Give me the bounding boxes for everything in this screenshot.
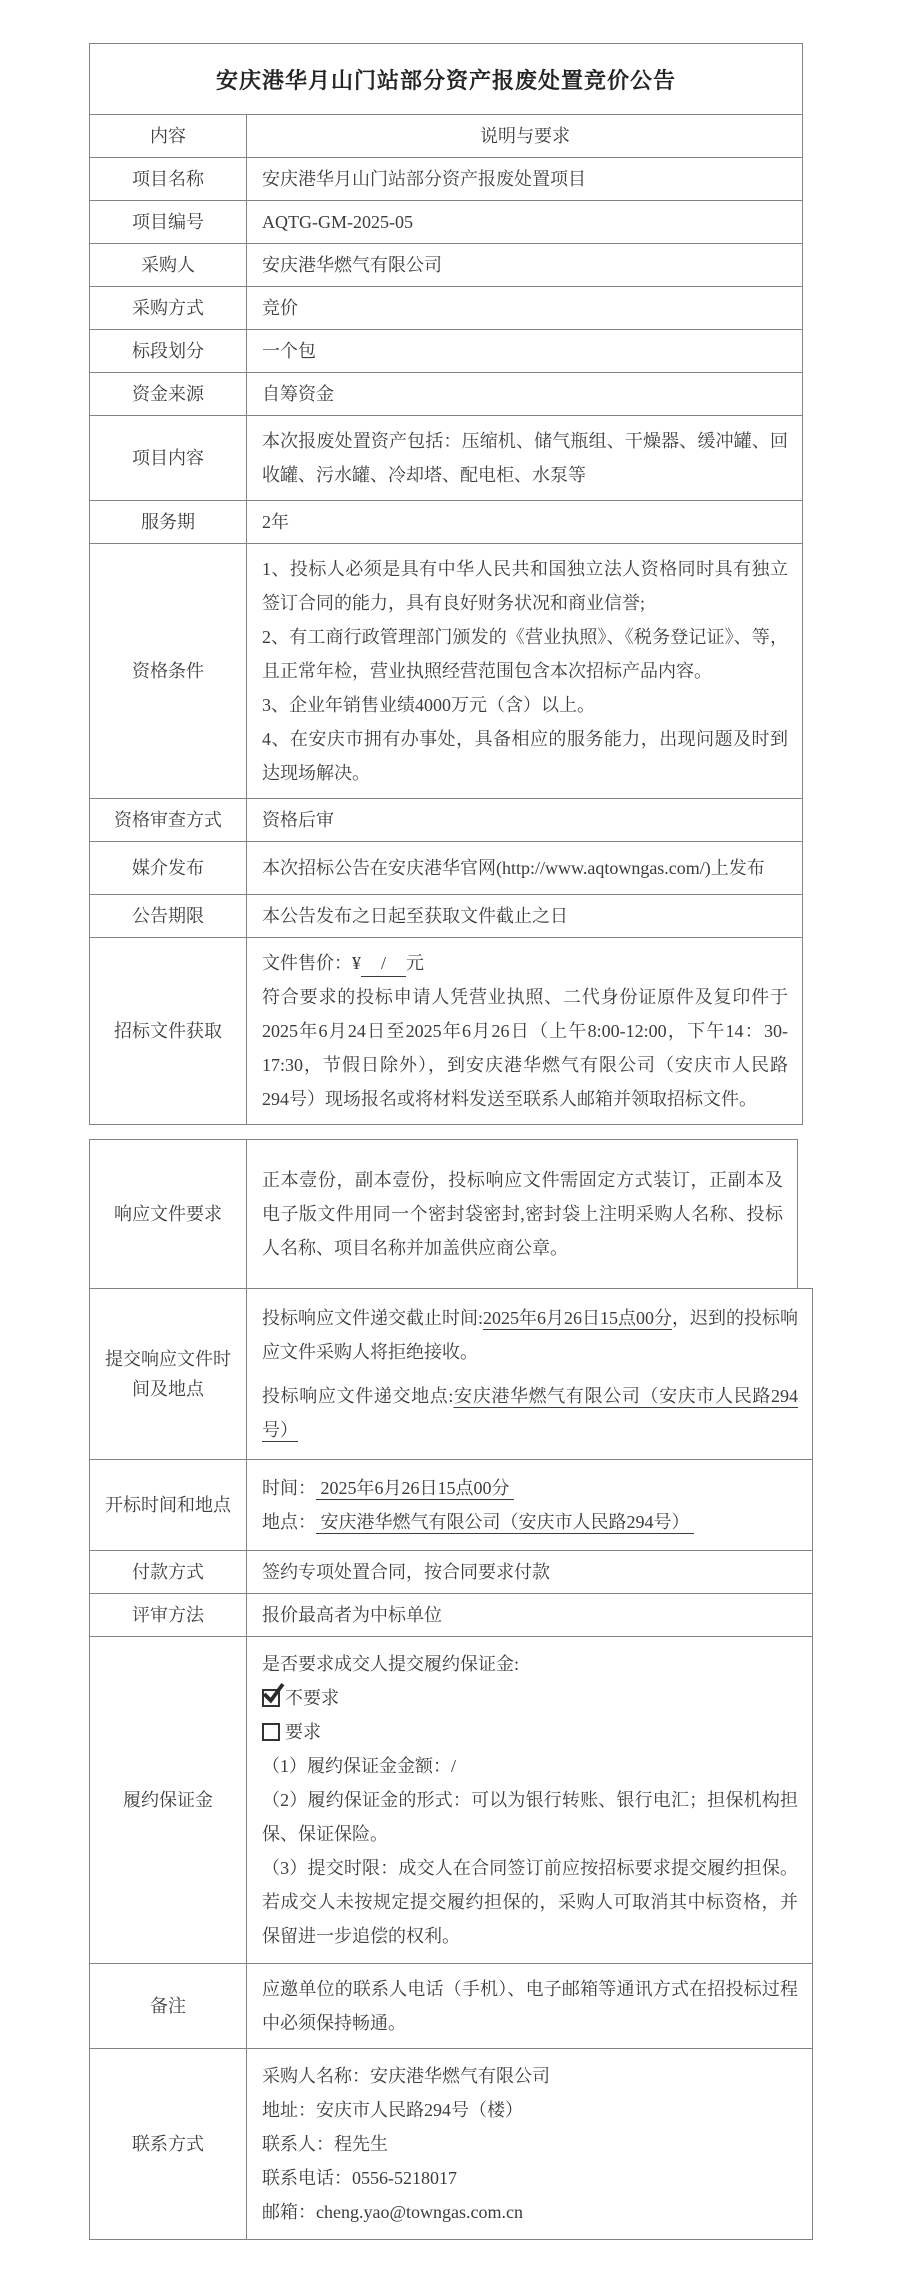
evaluation-label: 评审方法 xyxy=(90,1594,247,1636)
lot-division-label: 标段划分 xyxy=(90,330,247,372)
qualification-review-value xyxy=(247,799,802,841)
contact-person-line: 联系人：程先生 xyxy=(262,2134,388,2154)
row-announcement-period xyxy=(90,895,802,938)
bid-opening-time-line xyxy=(262,1471,798,1505)
qualification-value xyxy=(247,544,802,798)
row-procurement-method xyxy=(90,287,802,330)
row-project-content xyxy=(90,416,802,501)
media-release-text: 本次招标公告在安庆港华官网(http://www.aqtowngas.com/)上发布 xyxy=(262,858,765,878)
submission-deadline-prefix: 投标响应文件递交截止时间: xyxy=(262,1308,483,1328)
bond-option-required xyxy=(262,1715,798,1749)
submission-deadline-date: 2025年6月26日15点00分 xyxy=(483,1308,672,1328)
title-row xyxy=(90,44,802,115)
purchaser-value xyxy=(247,244,802,286)
service-period-value xyxy=(247,501,802,543)
qualification-item-4: 4、在安庆市拥有办事处，具备相应的服务能力，出现问题及时到达现场解决。 xyxy=(262,729,788,783)
row-doc-acquisition xyxy=(90,938,802,1124)
bid-opening-label: 开标时间和地点 xyxy=(90,1460,247,1550)
qualification-review-text: 资格后审 xyxy=(262,810,334,830)
doc-price-blank xyxy=(361,950,406,977)
contact-purchaser-line: 采购人名称：安庆港华燃气有限公司 xyxy=(262,2066,550,2086)
row-lot-division xyxy=(90,330,802,373)
doc-price-prefix: 文件售价：¥ xyxy=(262,953,361,973)
payment-value xyxy=(247,1551,812,1593)
procurement-method-text: 竞价 xyxy=(262,298,298,318)
purchaser-text: 安庆港华燃气有限公司 xyxy=(262,255,442,275)
contact-label: 联系方式 xyxy=(90,2049,247,2239)
doc-price-suffix: 元 xyxy=(406,953,425,973)
qualification-item-3: 3、企业年销售业绩4000万元（含）以上。 xyxy=(262,695,595,715)
submission-label: 提交响应文件时间及地点 xyxy=(90,1289,247,1459)
qualification-review-label: 资格审查方式 xyxy=(90,799,247,841)
bond-option-not-required xyxy=(262,1681,798,1715)
header-row xyxy=(90,115,802,158)
bond-option-required-text: 要求 xyxy=(285,1722,321,1742)
bond-question-text: 是否要求成交人提交履约保证金: xyxy=(262,1654,519,1674)
row-project-name xyxy=(90,158,802,201)
submission-location-value: 安庆港华燃气有限公司（安庆市人民路294号） xyxy=(262,1386,799,1440)
response-requirements-label: 响应文件要求 xyxy=(90,1140,247,1288)
evaluation-text: 报价最高者为中标单位 xyxy=(262,1605,442,1625)
submission-deadline-suffix: ，迟到的投标响应文件采购人将拒绝接收。 xyxy=(262,1308,798,1362)
media-release-label: 媒介发布 xyxy=(90,842,247,894)
header-col-description xyxy=(247,115,802,157)
purchaser-label: 采购人 xyxy=(90,244,247,286)
remarks-value xyxy=(247,1964,812,2048)
row-submission xyxy=(89,1288,813,1460)
row-contact xyxy=(89,2048,813,2240)
row-performance-bond xyxy=(89,1636,813,1964)
row-qualification-review xyxy=(90,799,802,842)
project-number-text: AQTG-GM-2025-05 xyxy=(262,212,413,232)
announcement-period-text: 本公告发布之日起至获取文件截止之日 xyxy=(262,906,568,926)
bond-item-2: （2）履约保证金的形式：可以为银行转账、银行电汇；担保机构担保、保证保险。 xyxy=(262,1790,798,1844)
announcement-table-bottom xyxy=(89,1139,798,2240)
row-response-requirements xyxy=(89,1139,798,1289)
header-col-content: 内容 xyxy=(90,115,247,157)
announcement-period-value xyxy=(247,895,802,937)
row-remarks xyxy=(89,1963,813,2049)
media-release-value xyxy=(247,842,802,894)
response-requirements-value xyxy=(247,1140,797,1288)
row-funding-source xyxy=(90,373,802,416)
lot-division-value xyxy=(247,330,802,372)
bid-opening-location-line xyxy=(262,1505,798,1539)
project-content-label: 项目内容 xyxy=(90,416,247,500)
project-name-value xyxy=(247,158,802,200)
qualification-label: 资格条件 xyxy=(90,544,247,798)
contact-email-line: 邮箱：cheng.yao@towngas.com.cn xyxy=(262,2202,524,2222)
checkbox-unchecked-icon xyxy=(262,1723,280,1741)
service-period-label: 服务期 xyxy=(90,501,247,543)
submission-deadline-line xyxy=(262,1301,798,1369)
row-media-release xyxy=(90,842,802,895)
row-service-period xyxy=(90,501,802,544)
submission-value xyxy=(247,1289,812,1459)
payment-label: 付款方式 xyxy=(90,1551,247,1593)
checkbox-checked-icon xyxy=(262,1689,280,1707)
announcement-period-label: 公告期限 xyxy=(90,895,247,937)
submission-location-line xyxy=(262,1379,798,1447)
performance-bond-label: 履约保证金 xyxy=(90,1637,247,1963)
row-project-number xyxy=(90,201,802,244)
qualification-item-1: 1、投标人必须是具有中华人民共和国独立法人资格同时具有独立签订合同的能力，具有良好财务状况和商业信誉; xyxy=(262,559,788,613)
header-col-description-text: 说明与要求 xyxy=(480,126,570,146)
payment-text: 签约专项处置合同，按合同要求付款 xyxy=(262,1562,550,1582)
remarks-label: 备注 xyxy=(90,1964,247,2048)
bid-opening-location-value: 安庆港华燃气有限公司（安庆市人民路294号） xyxy=(316,1512,694,1532)
row-bid-opening xyxy=(89,1459,813,1551)
performance-bond-value xyxy=(247,1637,812,1963)
funding-source-text: 自筹资金 xyxy=(262,384,334,404)
lot-division-text: 一个包 xyxy=(262,341,316,361)
project-number-value xyxy=(247,201,802,243)
procurement-method-label: 采购方式 xyxy=(90,287,247,329)
funding-source-value xyxy=(247,373,802,415)
evaluation-value xyxy=(247,1594,812,1636)
row-purchaser xyxy=(90,244,802,287)
bid-opening-location-prefix: 地点： xyxy=(262,1512,316,1532)
bond-option-not-required-text: 不要求 xyxy=(285,1688,339,1708)
announcement-table-top xyxy=(89,43,803,1125)
doc-price-slash: / xyxy=(381,953,387,973)
row-qualification xyxy=(90,544,802,799)
doc-acquisition-value xyxy=(247,938,802,1124)
submission-location-prefix: 投标响应文件递交地点: xyxy=(262,1386,454,1406)
bid-opening-value xyxy=(247,1460,812,1550)
contact-address-line: 地址：安庆市人民路294号（楼） xyxy=(262,2100,523,2120)
page-title: 安庆港华月山门站部分资产报废处置竞价公告 xyxy=(215,67,676,93)
bid-opening-time-value: 2025年6月26日15点00分 xyxy=(316,1478,514,1498)
response-requirements-text: 正本壹份，副本壹份，投标响应文件需固定方式装订，正副本及电子版文件用同一个密封袋密封,密封袋上注明采购人名称、投标人名称、项目名称并加盖供应商公章。 xyxy=(262,1170,783,1258)
project-name-text: 安庆港华月山门站部分资产报废处置项目 xyxy=(262,169,586,189)
doc-price-line xyxy=(262,946,788,980)
qualification-item-2: 2、有工商行政管理部门颁发的《营业执照》、《税务登记证》、等，且正常年检，营业执照经营范围包含本次招标产品内容。 xyxy=(262,627,788,681)
service-period-text: 2年 xyxy=(262,512,289,532)
project-name-label: 项目名称 xyxy=(90,158,247,200)
doc-acquisition-text: 符合要求的投标申请人凭营业执照、二代身份证原件及复印件于2025年6月24日至2025年6月26日（上午8:00-12:00，下午14：30-17:30，节假日除外），到安庆港华燃气有限公司（安庆市人民路294号）现场报名或将材料发送至联系人邮箱并领取招标文件。 xyxy=(262,987,788,1109)
row-evaluation xyxy=(89,1593,813,1637)
row-payment xyxy=(89,1550,813,1594)
bond-item-3: （3）提交时限：成交人在合同签订前应按招标要求提交履约担保。若成交人未按规定提交履约担保的，采购人可取消其中标资格，并保留进一步追偿的权利。 xyxy=(262,1858,798,1946)
project-content-value xyxy=(247,416,802,500)
doc-acquisition-label: 招标文件获取 xyxy=(90,938,247,1124)
funding-source-label: 资金来源 xyxy=(90,373,247,415)
contact-value xyxy=(247,2049,812,2239)
bid-opening-time-prefix: 时间： xyxy=(262,1478,316,1498)
project-number-label: 项目编号 xyxy=(90,201,247,243)
contact-phone-line: 联系电话：0556-5218017 xyxy=(262,2168,457,2188)
remarks-text: 应邀单位的联系人电话（手机）、电子邮箱等通讯方式在招投标过程中必须保持畅通。 xyxy=(262,1979,798,2033)
bond-item-1: （1）履约保证金金额：/ xyxy=(262,1756,456,1776)
project-content-text: 本次报废处置资产包括：压缩机、储气瓶组、干燥器、缓冲罐、回收罐、污水罐、冷却塔、配电柜、水泵等 xyxy=(262,431,788,485)
procurement-method-value xyxy=(247,287,802,329)
